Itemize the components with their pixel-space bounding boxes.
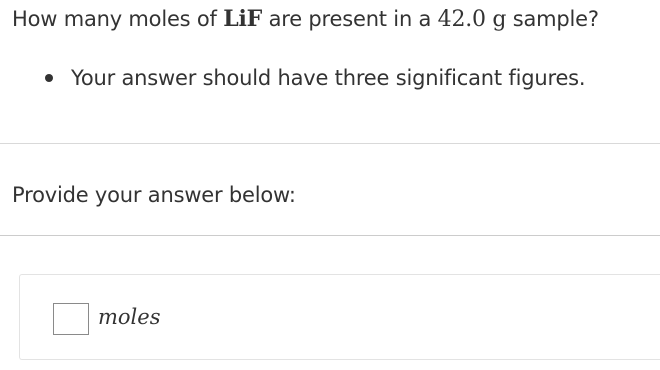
instruction-item (46, 63, 585, 93)
answer-prompt: Provide your answer below: (12, 183, 296, 207)
section-divider (0, 235, 660, 236)
answer-unit: moles (98, 305, 161, 329)
bullet-icon (45, 74, 53, 82)
question-middle: are present in a (262, 7, 438, 31)
section-divider (0, 143, 660, 144)
question-suffix: sample? (506, 7, 599, 31)
compound-formula: LiF (223, 6, 263, 32)
question-text (12, 4, 599, 35)
question-prefix: How many moles of (12, 7, 224, 31)
answer-card (19, 274, 660, 360)
mass-unit: g (492, 7, 507, 32)
mass-value: 42.0 (437, 7, 486, 32)
answer-input[interactable] (53, 303, 89, 335)
instruction-text: Your answer should have three significant figures. (71, 66, 586, 90)
